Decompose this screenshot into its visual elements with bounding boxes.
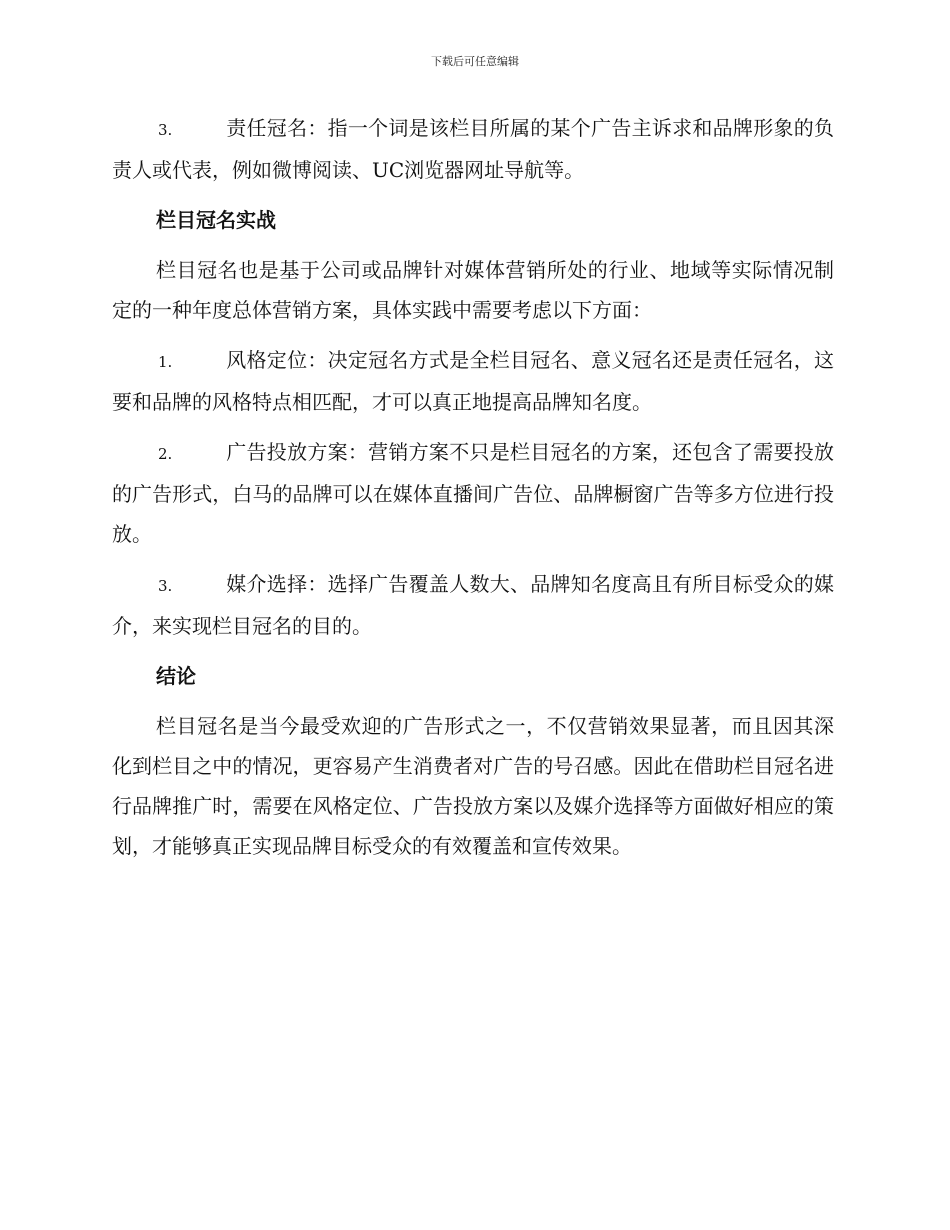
list-number: 1. <box>158 353 173 371</box>
practice-intro-paragraph: 栏目冠名也是基于公司或品牌针对媒体营销所处的行业、地域等实际情况制定的一种年度总体营销方案，具体实践中需要考虑以下方面： <box>112 258 834 322</box>
page-header: 下载后可任意编辑 <box>431 55 519 68</box>
list-number: 2. <box>158 445 173 463</box>
section-heading-conclusion: 结论 <box>156 664 196 688</box>
conclusion-paragraph: 栏目冠名是当今最受欢迎的广告形式之一，不仅营销效果显著，而且因其深化到栏目之中的情况，更容易产生消费者对广告的号召感。因此在借助栏目冠名进行品牌推广时，需要在风格定位、广告投放方案以及媒介选择等方面做好相应的策划，才能够真正实现品牌目标受众的有效覆盖和宣传效果。 <box>112 714 834 858</box>
document-body <box>112 108 834 876</box>
list-item-text: 媒介选择：选择广告覆盖人数大、品牌知名度高且有所目标受众的媒介，来实现栏目冠名的目的。 <box>112 572 834 638</box>
list-item <box>112 340 834 422</box>
section-heading-practice: 栏目冠名实战 <box>156 208 276 232</box>
list-item-text: 责任冠名：指一个词是该栏目所属的某个广告主诉求和品牌形象的负责人或代表，例如微博阅读、UC浏览器网址导航等。 <box>112 116 834 182</box>
list-item-text: 广告投放方案：营销方案不只是栏目冠名的方案，还包含了需要投放的广告形式，白马的品牌可以在媒体直播间广告位、品牌橱窗广告等多方位进行投放。 <box>112 440 834 546</box>
list-item <box>112 432 834 554</box>
list-item <box>112 564 834 646</box>
list-item <box>112 108 834 190</box>
list-number: 3. <box>158 121 173 139</box>
list-item-text: 风格定位：决定冠名方式是全栏目冠名、意义冠名还是责任冠名，这要和品牌的风格特点相匹配，才可以真正地提高品牌知名度。 <box>112 348 834 414</box>
list-number: 3. <box>158 577 173 595</box>
